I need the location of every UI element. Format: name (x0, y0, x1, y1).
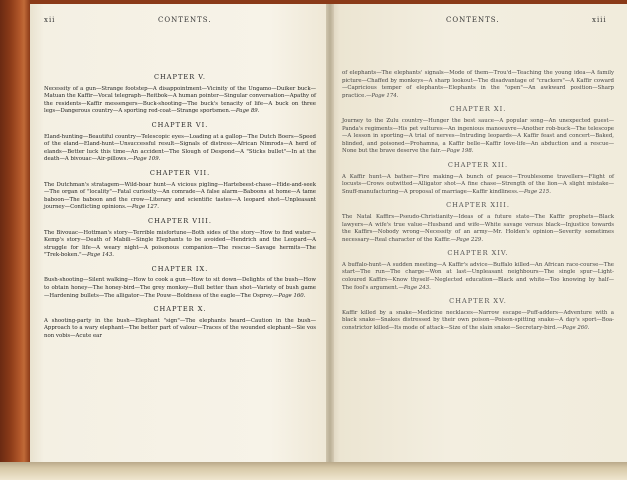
chapter-summary: The Dutchman's stratagem—Wild-boar hunt—A vicious pigling—Hartebeest-chase—Hide-and-seek—The organ of "locality"—Fatal curiosity—An comrade—A false alarm—Baboons at home—A tame baboon—The baboon and the crow—Literary and scientific tastes—A leopard shot—Unpleasant journey—Conflicting opinions.—Page 127. (44, 181, 316, 211)
chapter-summary: The Natal Kaffirs—Pseudo-Christianity—Ideas of a future state—The Kaffir prophets—Black lawyers—A wife's true value—Husband and wife—White savage versus black—Injustice towards the Kaffirs—Nobody wrong—Necessity of an army—Mr. Holden's opinion—Severity sometimes necessary—Real character of the Kaffir.—Page 229. (342, 213, 614, 243)
chapter-section (44, 266, 316, 300)
chapter-section (44, 74, 316, 116)
chapter-heading: CHAPTER VII. (149, 168, 211, 177)
chapter-summary: The Bivouac—Hottman's story—Terrible misfortune—Both sides of the story—How to find water—Kemp's story—Death of Mabili—Single Elephants to be avoided—Hendrich and the Leopard—A struggle for life—A weary night—A poisonous companion—The rescue—Savage hermits—The "Trek-boken."—Page 143. (44, 229, 316, 259)
left-running-head: CONTENTS. (158, 16, 212, 24)
chapter-summary: Kaffir killed by a snake—Medicine necklaces—Narrow escape—Puff-adders—Adventure with a black snake—Snakes distressed by their own poison—Poison-spitting snake—A day's sport—Boa-constrictor killed—Its mode of attack—Size of the slain snake—Secretary-bird.—Page 260. (342, 309, 614, 332)
chapter-heading: CHAPTER XIII. (446, 201, 510, 210)
chapter-section (342, 162, 614, 196)
chapter-heading: CHAPTER VI. (151, 120, 209, 129)
chapter-summary: Necessity of a gun—Strange footstep—A disappointment—Vicinity of the Ungamo—Duiker buck—Matuan the Kaffir—Vocal telegraph—Reitbok—A human pointer—Singular conversation—Apathy of the residents—Kaffir messengers—Buck-shooting—The buck's tenacity of life—A buck on three legs—Dangerous country—A sporting red-coat—Strange sportsmen.—Page 89. (44, 85, 316, 115)
chapter-heading: CHAPTER XII. (447, 160, 509, 169)
chapter-heading: CHAPTER XIV. (447, 249, 509, 258)
chapter-summary: Bush-shooting—Silent walking—How to cook a gun—How to sit down—Delights of the bush—How to obtain honey—The honey-bird—The grey monkey—Bull better than shot—Variety of bush game—Hardening bullets—The alligator—The Pouw—Boldness of the eagle—The Osprey.—Page 160. (44, 277, 316, 299)
left-page-number: xii (44, 16, 56, 24)
chapter-section (342, 298, 614, 332)
page-reference: Page 260. (562, 325, 590, 332)
page-reference: Page 160. (278, 292, 306, 299)
chapter-section (44, 218, 316, 260)
page-reference: Page 198. (446, 148, 474, 155)
left-page (30, 4, 330, 466)
chapter-summary: Journey to the Zulu country—Hunger the best sauce—A popular song—An unexpected guest—Panda's regiments—His pet vultures—An ingenious manoeuvre—Another rob-buck—The telescope—A lesson in sporting—A trial of nerves—Intruding leopards—A Kaffir feast and concert—Baked, blinded, and poisoned—Prohamna, a Kaffir belle—Kaffir love-life—An abduction and a rescue—None but the brave deserve the fair.—Page 198. (342, 117, 614, 155)
page-reference: Page 243. (403, 284, 431, 291)
page-reference: Page 215. (524, 188, 551, 195)
chapter-heading: CHAPTER V. (154, 73, 206, 81)
page-reference: Page 229. (456, 236, 484, 243)
page-edges (0, 462, 627, 480)
left-page-text (44, 68, 316, 341)
chapter-summary: A Kaffir hunt—A bather—Fire making—A bunch of peace—Troublesome travellers—Flight of locusts—Crows outwitted—Alligator shot—A fine chase—Strength of the lion—A slight mistake—Snuff-manufacturing—A proposal of marriage—Kaffir kindliness.—Page 215. (342, 173, 614, 195)
page-reference: Page 89. (235, 108, 260, 115)
right-page (330, 4, 627, 466)
chapter-section (44, 306, 316, 340)
chapter-section (342, 106, 614, 156)
page-reference: Page 143. (87, 252, 115, 259)
right-page-text (342, 70, 614, 333)
chapter-section (342, 250, 614, 292)
chapter-section (44, 122, 316, 164)
page-reference: Page 127. (131, 204, 159, 211)
book-gutter (326, 4, 334, 466)
chapter-summary: A shooting-party in the bush—Elephant "sign"—The elephants heard—Caution in the bush—Approach to a wary elephant—The better part of valour—Traces of the wounded elephant—Sie vos non vobis—Acute ear (44, 317, 316, 340)
chapter-summary: A buffalo-hunt—A sudden meeting—A Kaffir's advice—Buffalo killed—An African race-course—The start—The run—The charge—Won at last—Unpleasant neighbours—The single spur—Light-coloured Kaffirs—Know thyself—Neglected education—Black and white—Too knowing by half—The fool's argument.—Page 243. (342, 261, 614, 291)
chapter-section (44, 170, 316, 212)
chapter-section (342, 202, 614, 244)
chapter-heading: CHAPTER XI. (449, 105, 507, 114)
chapter-heading: CHAPTER XV. (449, 297, 507, 306)
chapter-heading: CHAPTER VIII. (148, 216, 212, 225)
right-running-head: CONTENTS. (446, 16, 500, 24)
page-reference: Page 174. (371, 92, 399, 99)
chapter-summary: Eland-hunting—Beautiful country—Telescopic eyes—Loading at a gallop—The Dutch Boers—Speed of the eland—Eland-hunt—Unsuccessful result—Signals of distress—African Nimrods—A herd of elands—Better luck this time—An accident—The Slough of Despond—A "Sticks bullet"—In at the death—A bivouac—Air-pillows.—Page 109. (44, 133, 316, 163)
chapter-heading: CHAPTER IX. (151, 264, 209, 273)
right-page-number: xiii (592, 16, 607, 24)
chapter-summary: of elephants—The elephants' signals—Mode of them—Trou'd—Teaching the young idea—A family picture—Chaffed by monkeys—A sharp lookout—The disadvantage of "crackers"—A Kaffir coward—Capricious temper of elephants—Elephants in the "open"—An awkward position—Sharp practice.—Page 174. (342, 70, 614, 99)
chapter-heading: CHAPTER X. (153, 305, 207, 314)
page-reference: Page 109. (133, 156, 161, 163)
